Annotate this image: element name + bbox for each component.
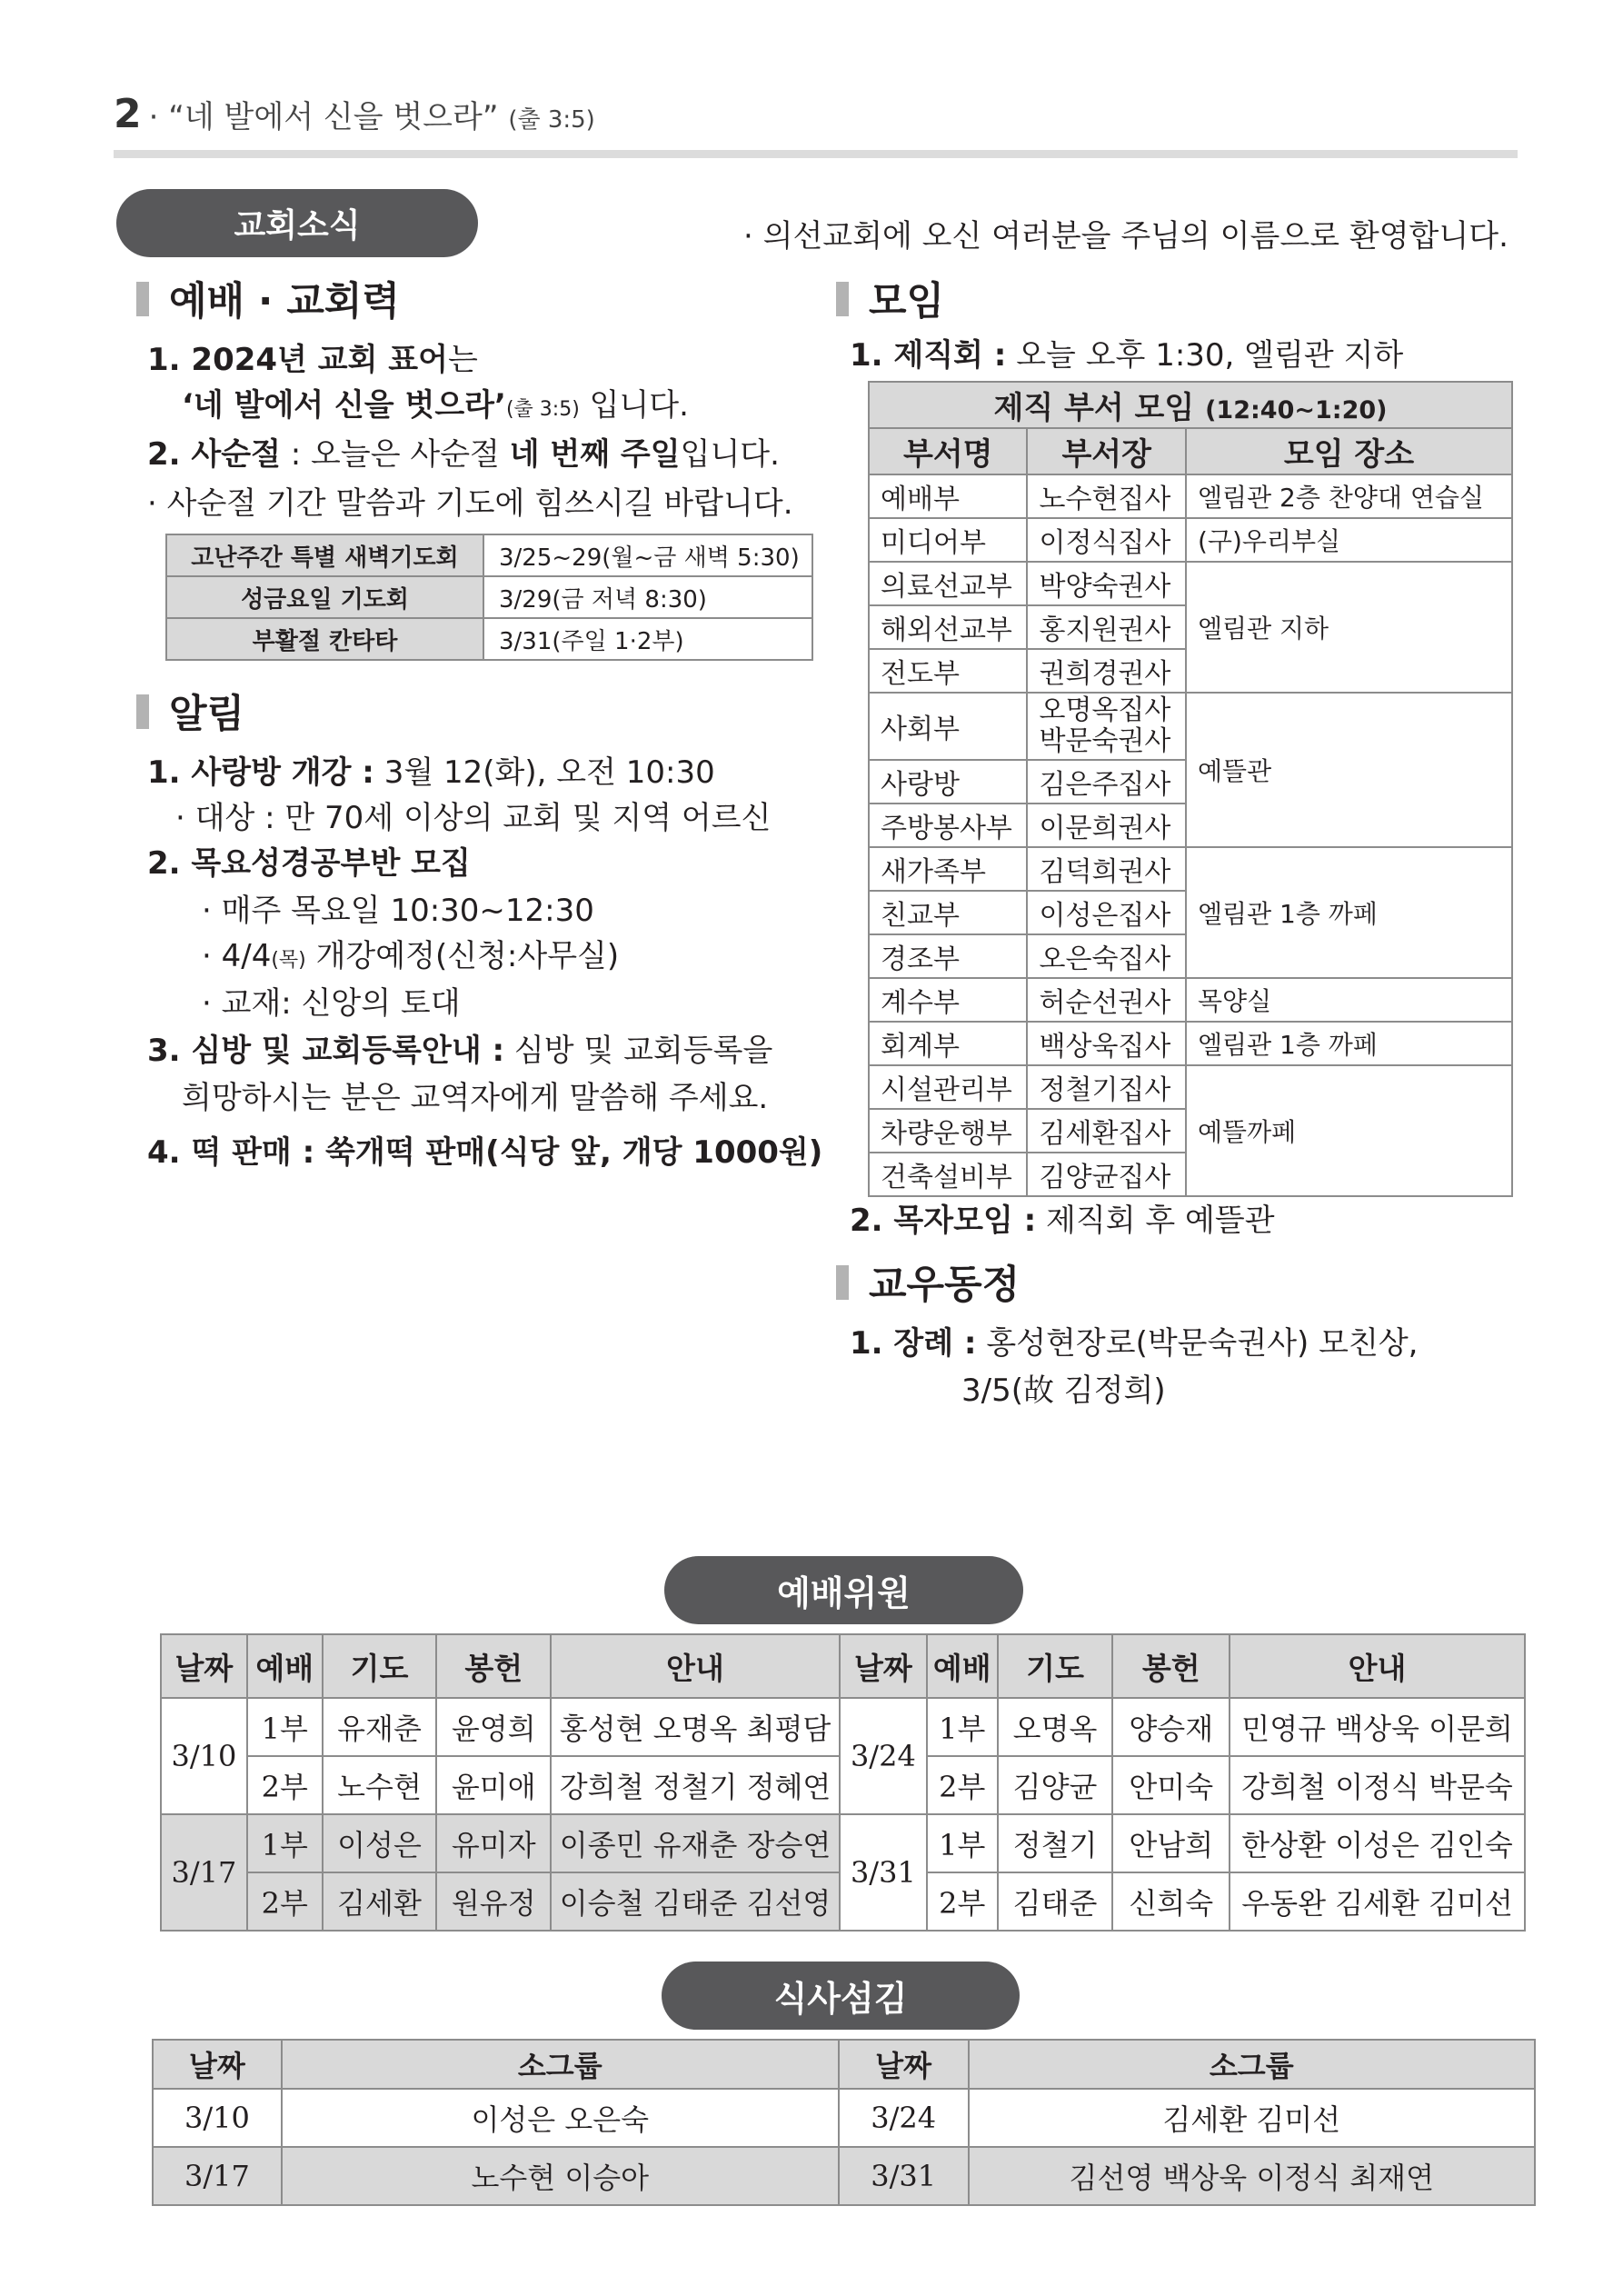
committee-guide: 강희철 정철기 정혜연 [551, 1756, 840, 1814]
meal-date: 3/10 [153, 2089, 282, 2147]
dept-row [869, 562, 1512, 605]
dept-row [869, 693, 1512, 760]
meal-row [153, 2147, 1535, 2205]
special-services-table [165, 534, 813, 661]
dept-leader-name: 노수현집사 [1039, 484, 1171, 515]
dept-leader [1027, 562, 1185, 605]
dept-leader-name: 김은주집사 [1039, 769, 1171, 801]
committee-header: 기도 [323, 1634, 437, 1698]
meal-service-badge: 식사섬김 [662, 1962, 1020, 2030]
dept-leader-name: 허순선권사 [1039, 987, 1171, 1019]
committee-header: 날짜 [840, 1634, 927, 1698]
special-service-row [166, 576, 812, 618]
committee-header: 봉헌 [436, 1634, 551, 1698]
committee-service: 2부 [927, 1872, 998, 1931]
worship-section-title: 예배 · 교회력 [136, 271, 400, 326]
welcome-text: · 의선교회에 오신 여러분을 주님의 이름으로 환영합니다. [743, 218, 1508, 255]
notice-3-cont: 희망하시는 분은 교역자에게 말씀해 주세요. [182, 1080, 769, 1116]
notice-2-sub3: · 교재: 신앙의 토대 [202, 985, 461, 1022]
committee-guide: 강희철 이정식 박문숙 [1230, 1756, 1525, 1814]
dept-leader [1027, 1022, 1185, 1065]
dept-location: 예뜰까페 [1186, 1065, 1512, 1196]
fellowship-section-title: 교우동정 [836, 1254, 1020, 1310]
committee-row [161, 1814, 1525, 1872]
section-bar [136, 694, 149, 729]
dept-name: 경조부 [869, 934, 1027, 978]
dept-leader-name: 이문희권사 [1039, 813, 1171, 844]
dept-leader [1027, 804, 1185, 847]
committee-offering: 원유정 [436, 1872, 551, 1931]
dept-name: 사회부 [869, 693, 1027, 760]
special-service-time: 3/25~29(월~금 새벽 5:30) [483, 534, 812, 576]
worship-committee-badge: 예배위원 [664, 1556, 1023, 1624]
dept-leader [1027, 474, 1185, 518]
dept-leader-name: 김덕희권사 [1039, 856, 1171, 888]
header-reference: (출 3:5) [508, 106, 595, 134]
notice-4: 4. 떡 판매 : 쑥개떡 판매(식당 앞, 개당 1000원) [147, 1134, 823, 1171]
special-service-time: 3/31(주일 1·2부) [483, 618, 812, 660]
dept-name: 새가족부 [869, 847, 1027, 891]
dept-name: 차량운행부 [869, 1109, 1027, 1153]
committee-date: 3/31 [840, 1814, 927, 1931]
committee-header: 기도 [998, 1634, 1113, 1698]
committee-prayer: 김태준 [998, 1872, 1113, 1931]
section-bar [136, 282, 149, 316]
dept-name: 시설관리부 [869, 1065, 1027, 1109]
dept-name: 회계부 [869, 1022, 1027, 1065]
dept-leader-name: 정철기집사 [1039, 1074, 1171, 1106]
notice-2-sub1: · 매주 목요일 10:30~12:30 [202, 893, 594, 929]
notice-1: 1. 사랑방 개강 : 3월 12(화), 오전 10:30 [147, 754, 715, 791]
dept-leader-name: 김세환집사 [1039, 1118, 1171, 1150]
meal-header: 날짜 [153, 2040, 282, 2089]
dept-leader [1027, 760, 1185, 804]
dept-row [869, 847, 1512, 891]
dept-leader [1027, 978, 1185, 1022]
special-service-name: 성금요일 기도회 [166, 576, 483, 618]
committee-offering: 유미자 [436, 1814, 551, 1872]
special-service-row [166, 534, 812, 576]
dept-leader-name: 박양숙권사 [1039, 571, 1171, 603]
committee-offering: 윤미애 [436, 1756, 551, 1814]
dept-leader-name: 오명옥집사 [1039, 694, 1171, 726]
dept-name: 사랑방 [869, 760, 1027, 804]
committee-header: 날짜 [161, 1634, 247, 1698]
header-title: · “네 발에서 신을 벗으라” [148, 99, 499, 135]
committee-service: 1부 [247, 1814, 323, 1872]
dept-row [869, 978, 1512, 1022]
worship-committee-table [160, 1633, 1526, 1932]
committee-guide: 민영규 백상욱 이문희 [1230, 1698, 1525, 1756]
committee-date: 3/10 [161, 1698, 247, 1814]
meal-row [153, 2089, 1535, 2147]
department-meeting-table [868, 381, 1513, 1197]
dept-leader-name: 박문숙권사 [1039, 725, 1171, 757]
special-service-row [166, 618, 812, 660]
section-bar [836, 1265, 849, 1300]
dept-name: 예배부 [869, 474, 1027, 518]
meal-service-table [152, 2039, 1536, 2206]
dept-location: 예뜰관 [1186, 693, 1512, 847]
dept-row [869, 1022, 1512, 1065]
meal-group: 김선영 백상욱 이정식 최재연 [969, 2147, 1535, 2205]
committee-guide: 우동완 김세환 김미선 [1230, 1872, 1525, 1931]
fellowship-1: 1. 장례 : 홍성현장로(박문숙권사) 모친상, [850, 1325, 1419, 1362]
committee-prayer: 유재춘 [323, 1698, 437, 1756]
dept-leader [1027, 693, 1185, 760]
dept-leader-name: 오은숙집사 [1039, 943, 1171, 975]
dept-leader [1027, 1153, 1185, 1196]
committee-prayer: 노수현 [323, 1756, 437, 1814]
meal-header: 소그룹 [969, 2040, 1535, 2089]
dept-location: 엘림관 2층 찬양대 연습실 [1186, 474, 1512, 518]
dept-leader [1027, 934, 1185, 978]
dept-name: 미디어부 [869, 518, 1027, 562]
dept-location: (구)우리부실 [1186, 518, 1512, 562]
header-rule [114, 150, 1518, 158]
meal-group: 이성은 오은숙 [282, 2089, 839, 2147]
dept-location: 목양실 [1186, 978, 1512, 1022]
dept-leader-name: 권희경권사 [1039, 658, 1171, 690]
meal-group: 김세환 김미선 [969, 2089, 1535, 2147]
committee-service: 2부 [927, 1756, 998, 1814]
dept-location: 엘림관 지하 [1186, 562, 1512, 693]
notice-3: 3. 심방 및 교회등록안내 : 심방 및 교회등록을 [147, 1033, 773, 1069]
meal-date: 3/17 [153, 2147, 282, 2205]
committee-date: 3/24 [840, 1698, 927, 1814]
section-bar [836, 282, 849, 316]
dept-leader [1027, 605, 1185, 649]
meal-header: 소그룹 [282, 2040, 839, 2089]
notice-1-sub: · 대상 : 만 70세 이상의 교회 및 지역 어르신 [175, 800, 772, 836]
dept-leader-name: 김양균집사 [1039, 1162, 1171, 1193]
dept-leader-name: 이성은집사 [1039, 900, 1171, 932]
committee-header: 예배 [927, 1634, 998, 1698]
special-service-name: 부활절 칸타타 [166, 618, 483, 660]
committee-prayer: 김양균 [998, 1756, 1113, 1814]
committee-header: 예배 [247, 1634, 323, 1698]
committee-offering: 신희숙 [1112, 1872, 1230, 1931]
dept-header-name: 부서명 [869, 428, 1027, 474]
meal-header: 날짜 [839, 2040, 969, 2089]
committee-service: 2부 [247, 1756, 323, 1814]
dept-name: 건축설비부 [869, 1153, 1027, 1196]
dept-header-location: 모임 장소 [1186, 428, 1512, 474]
dept-row [869, 474, 1512, 518]
committee-offering: 안남희 [1112, 1814, 1230, 1872]
dept-leader [1027, 518, 1185, 562]
committee-guide: 이승철 김태준 김선영 [551, 1872, 840, 1931]
motto-line: 1. 2024년 교회 표어는 [147, 342, 478, 378]
page-header [114, 91, 595, 137]
committee-header: 안내 [551, 1634, 840, 1698]
dept-leader [1027, 1065, 1185, 1109]
dept-leader [1027, 847, 1185, 891]
special-service-time: 3/29(금 저녁 8:30) [483, 576, 812, 618]
committee-offering: 양승재 [1112, 1698, 1230, 1756]
dept-table-title: 제직 부서 모임 (12:40~1:20) [869, 382, 1512, 428]
meal-date: 3/24 [839, 2089, 969, 2147]
dept-name: 전도부 [869, 649, 1027, 693]
committee-service: 1부 [927, 1814, 998, 1872]
meeting-1: 1. 제직회 : 오늘 오후 1:30, 엘림관 지하 [850, 337, 1404, 374]
lent-line: 2. 사순절 : 오늘은 사순절 네 번째 주일입니다. [147, 436, 780, 473]
committee-guide: 이종민 유재춘 장승연 [551, 1814, 840, 1872]
dept-leader-name: 이정식집사 [1039, 527, 1171, 559]
meeting-section-title: 모임 [836, 271, 944, 326]
committee-service: 1부 [247, 1698, 323, 1756]
dept-name: 해외선교부 [869, 605, 1027, 649]
committee-service: 2부 [247, 1872, 323, 1931]
committee-offering: 안미숙 [1112, 1756, 1230, 1814]
notice-section-title: 알림 [136, 684, 244, 739]
meal-group: 노수현 이승아 [282, 2147, 839, 2205]
lent-note: · 사순절 기간 말씀과 기도에 힘쓰시길 바랍니다. [147, 485, 793, 522]
dept-row [869, 518, 1512, 562]
committee-guide: 한상환 이성은 김인숙 [1230, 1814, 1525, 1872]
dept-location: 엘림관 1층 까페 [1186, 1022, 1512, 1065]
dept-name: 의료선교부 [869, 562, 1027, 605]
meal-date: 3/31 [839, 2147, 969, 2205]
committee-row [161, 1698, 1525, 1756]
dept-leader [1027, 891, 1185, 934]
committee-prayer: 김세환 [323, 1872, 437, 1931]
committee-header: 안내 [1230, 1634, 1525, 1698]
dept-leader-name: 홍지원권사 [1039, 614, 1171, 646]
motto-text: ‘네 발에서 신을 벗으라’(출 3:5) 입니다. [182, 387, 689, 424]
fellowship-1-cont: 3/5(故 김정희) [961, 1373, 1166, 1409]
dept-location: 엘림관 1층 까페 [1186, 847, 1512, 978]
committee-header: 봉헌 [1112, 1634, 1230, 1698]
dept-name: 친교부 [869, 891, 1027, 934]
dept-header-leader: 부서장 [1027, 428, 1185, 474]
dept-name: 주방봉사부 [869, 804, 1027, 847]
dept-leader [1027, 649, 1185, 693]
dept-leader-name: 백상욱집사 [1039, 1031, 1171, 1063]
dept-leader [1027, 1109, 1185, 1153]
committee-guide: 홍성현 오명옥 최평담 [551, 1698, 840, 1756]
committee-date: 3/17 [161, 1814, 247, 1931]
committee-offering: 윤영희 [436, 1698, 551, 1756]
notice-2-sub2: · 4/4(목) 개강예정(신청:사무실) [202, 938, 620, 974]
dept-name: 계수부 [869, 978, 1027, 1022]
committee-prayer: 정철기 [998, 1814, 1113, 1872]
committee-service: 1부 [927, 1698, 998, 1756]
notice-2: 2. 목요성경공부반 모집 [147, 845, 471, 882]
news-badge: 교회소식 [116, 189, 478, 257]
dept-row [869, 1065, 1512, 1109]
committee-prayer: 오명옥 [998, 1698, 1113, 1756]
meeting-2: 2. 목자모임 : 제직회 후 예뜰관 [850, 1203, 1275, 1239]
special-service-name: 고난주간 특별 새벽기도회 [166, 534, 483, 576]
page-number: 2 [114, 91, 142, 137]
committee-prayer: 이성은 [323, 1814, 437, 1872]
